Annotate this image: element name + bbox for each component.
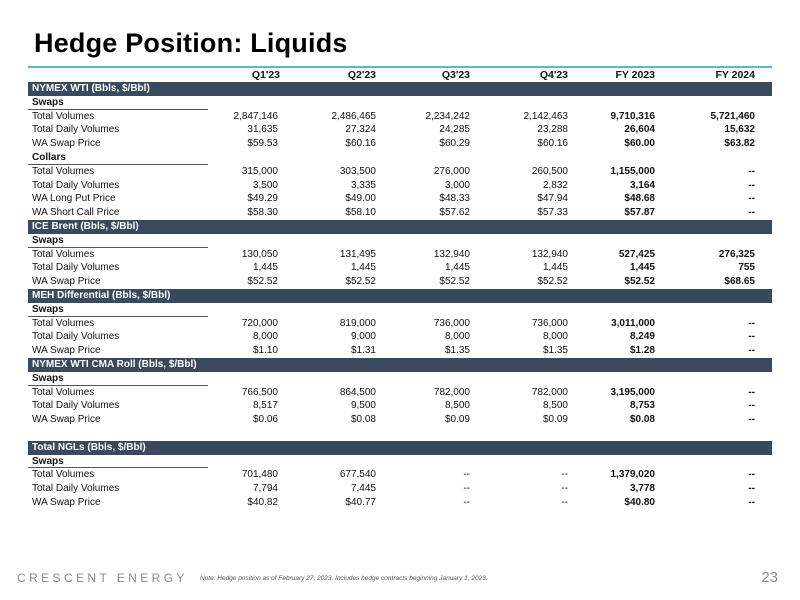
column-header: Q2'23 (347, 69, 376, 81)
table-cell: 1,445 (444, 262, 470, 274)
table-cell: 527,425 (618, 248, 655, 260)
column-header: FY 2024 (715, 69, 755, 81)
table-cell: $57.33 (537, 207, 568, 219)
table-cell: 276,000 (433, 165, 470, 177)
row-label: Total Volumes (32, 248, 95, 260)
table-cell: 8,000 (542, 331, 568, 343)
table-cell: $0.09 (542, 414, 568, 426)
row-label: WA Swap Price (32, 276, 101, 288)
table-cell: 303,500 (339, 165, 376, 177)
table-cell: 8,500 (542, 400, 568, 412)
table-cell: $49.00 (345, 193, 376, 205)
table-cell: $0.09 (444, 414, 470, 426)
table-cell: $40.80 (624, 496, 655, 508)
table-cell: 2,832 (542, 179, 568, 191)
table-row (28, 386, 772, 400)
subsection-title: Swaps (32, 96, 64, 108)
subsection-title: Collars (32, 151, 66, 163)
table-row (28, 482, 772, 496)
row-label: Total Daily Volumes (32, 179, 120, 191)
table-cell: 8,517 (252, 400, 278, 412)
row-label: Total Volumes (32, 317, 95, 329)
table-cell: 5,721,460 (710, 110, 755, 122)
column-header: Q4'23 (539, 69, 568, 81)
row-label: WA Short Call Price (32, 207, 120, 219)
subsection-row (28, 234, 772, 248)
table-cell: 2,847,146 (233, 110, 278, 122)
table-cell: 766,500 (241, 386, 278, 398)
table-cell: -- (561, 469, 568, 481)
subsection-title: Swaps (32, 234, 64, 246)
table-cell: 864,500 (339, 386, 376, 398)
section-title: ICE Brent (Bbls, $/Bbl) (32, 220, 139, 232)
section-header-row (28, 82, 772, 96)
table-row (28, 137, 772, 151)
table-cell: -- (748, 179, 755, 191)
table-cell: 3,778 (629, 483, 655, 495)
table-cell: 8,000 (252, 331, 278, 343)
subsection-title: Swaps (32, 372, 64, 384)
table-cell: $52.52 (624, 276, 655, 288)
table-cell: 23,288 (537, 124, 568, 136)
page-number: 23 (761, 569, 778, 586)
column-header: Q1'23 (251, 69, 280, 81)
row-label: Total Volumes (32, 110, 95, 122)
table-cell: $58.10 (345, 207, 376, 219)
table-cell: 7,794 (252, 483, 278, 495)
table-cell: $1.35 (444, 345, 470, 357)
table-cell: 9,000 (350, 331, 376, 343)
table-cell: $40.77 (345, 496, 376, 508)
table-cell: 720,000 (241, 317, 278, 329)
table-cell: -- (748, 496, 755, 508)
table-row (28, 468, 772, 482)
table-cell: 782,000 (531, 386, 568, 398)
table-cell: 736,000 (531, 317, 568, 329)
table-row (28, 179, 772, 193)
table-cell: 677,540 (339, 469, 376, 481)
table-cell: 132,940 (531, 248, 568, 260)
table-cell: $68.65 (724, 276, 755, 288)
table-cell: -- (748, 345, 755, 357)
table-cell: -- (748, 469, 755, 481)
section-header-row (28, 358, 772, 372)
table-cell: 8,000 (444, 331, 470, 343)
table-cell: -- (748, 483, 755, 495)
table-cell: $63.82 (724, 138, 755, 150)
table-cell: $58.30 (247, 207, 278, 219)
table-cell: $0.08 (350, 414, 376, 426)
table-row (28, 413, 772, 427)
table-header-row (28, 68, 772, 82)
subsection-row (28, 96, 772, 110)
table-cell: -- (748, 400, 755, 412)
table-cell: $1.28 (629, 345, 655, 357)
table-cell: 782,000 (433, 386, 470, 398)
table-cell: $52.52 (439, 276, 470, 288)
table-cell: 8,249 (629, 331, 655, 343)
table-cell: 1,445 (252, 262, 278, 274)
table-cell: 1,445 (350, 262, 376, 274)
table-cell: 2,486,465 (331, 110, 376, 122)
table-cell: 755 (738, 262, 755, 274)
row-label: Total Volumes (32, 469, 95, 481)
table-row (28, 165, 772, 179)
table-cell: 736,000 (433, 317, 470, 329)
row-label: Total Daily Volumes (32, 331, 120, 343)
table-cell: 132,940 (433, 248, 470, 260)
table-cell: 1,445 (629, 262, 655, 274)
section-title: MEH Differential (Bbls, $/Bbl) (32, 289, 171, 301)
row-label: WA Swap Price (32, 345, 101, 357)
subsection-row (28, 372, 772, 386)
table-body (28, 82, 772, 510)
section-header-row (28, 289, 772, 303)
row-label: Total Daily Volumes (32, 400, 120, 412)
table-cell: $0.06 (252, 414, 278, 426)
row-label: Total Daily Volumes (32, 262, 120, 274)
table-row (28, 206, 772, 220)
table-cell: -- (748, 331, 755, 343)
table-cell: $60.16 (345, 138, 376, 150)
table-cell: $47.94 (537, 193, 568, 205)
table-cell: $52.52 (247, 276, 278, 288)
row-label: Total Volumes (32, 386, 95, 398)
table-cell: 1,445 (542, 262, 568, 274)
table-cell: $1.10 (252, 345, 278, 357)
table-cell: 131,495 (339, 248, 376, 260)
table-cell: $48.33 (439, 193, 470, 205)
table-cell: -- (748, 386, 755, 398)
table-cell: 2,142,463 (523, 110, 568, 122)
table-row (28, 261, 772, 275)
table-cell: 276,325 (718, 248, 755, 260)
table-cell: -- (748, 165, 755, 177)
table-cell: 2,234,242 (425, 110, 470, 122)
table-cell: 27,324 (345, 124, 376, 136)
table-cell: 8,753 (629, 400, 655, 412)
table-cell: -- (748, 317, 755, 329)
table-cell: 260,500 (531, 165, 568, 177)
table-row (28, 496, 772, 510)
table-cell: 1,379,020 (610, 469, 655, 481)
column-header: FY 2023 (615, 69, 655, 81)
table-cell: 15,632 (724, 124, 755, 136)
section-title: NYMEX WTI CMA Roll (Bbls, $/Bbl) (32, 358, 197, 370)
table-cell: $59.53 (247, 138, 278, 150)
subsection-row (28, 455, 772, 469)
table-cell: 3,164 (629, 179, 655, 191)
table-cell: $49.29 (247, 193, 278, 205)
column-header: Q3'23 (441, 69, 470, 81)
table-cell: -- (561, 483, 568, 495)
hedge-table (28, 68, 772, 510)
table-cell: 31,635 (247, 124, 278, 136)
table-cell: -- (748, 414, 755, 426)
table-cell: 7,445 (350, 483, 376, 495)
table-cell: 3,500 (252, 179, 278, 191)
subsection-row (28, 303, 772, 317)
page-title: Hedge Position: Liquids (34, 28, 348, 58)
table-cell: 3,195,000 (610, 386, 655, 398)
table-cell: -- (463, 469, 470, 481)
row-label: Total Daily Volumes (32, 124, 120, 136)
section-header-row (28, 220, 772, 234)
table-cell: $48.68 (624, 193, 655, 205)
table-cell: 3,000 (444, 179, 470, 191)
table-cell: 819,000 (339, 317, 376, 329)
row-label: WA Swap Price (32, 414, 101, 426)
footnote: Note: Hedge position as of February 27, 2023. Includes hedge contracts beginning January 1, 2023. (200, 575, 488, 582)
table-cell: $57.87 (624, 207, 655, 219)
row-label: Total Volumes (32, 165, 95, 177)
subsection-title: Swaps (32, 303, 64, 315)
row-label: WA Swap Price (32, 138, 101, 150)
section-title: NYMEX WTI (Bbls, $/Bbl) (32, 83, 150, 94)
section-header-row (28, 441, 772, 455)
table-cell: 3,011,000 (611, 317, 655, 329)
table-cell: -- (561, 496, 568, 508)
table-cell: 26,604 (624, 124, 655, 136)
table-cell: 315,000 (241, 165, 278, 177)
table-cell: -- (748, 193, 755, 205)
table-cell: -- (463, 483, 470, 495)
table-cell: $57.62 (439, 207, 470, 219)
row-label: Total Daily Volumes (32, 483, 120, 495)
row-label: WA Swap Price (32, 496, 101, 508)
subsection-title: Swaps (32, 455, 64, 467)
section-title: Total NGLs (Bbls, $/Bbl) (32, 441, 146, 453)
table-cell: $52.52 (345, 276, 376, 288)
subsection-row (28, 151, 772, 165)
table-cell: $60.29 (439, 138, 470, 150)
table-row (28, 110, 772, 124)
table-cell: 130,050 (241, 248, 278, 260)
row-label: WA Long Put Price (32, 193, 116, 205)
table-row (28, 344, 772, 358)
table-cell: $40.82 (247, 496, 278, 508)
table-row (28, 330, 772, 344)
company-logo-text: CRESCENT ENERGY (17, 571, 188, 585)
table-cell: $1.35 (542, 345, 568, 357)
table-row (28, 317, 772, 331)
row-spacer (28, 427, 772, 441)
table-row (28, 248, 772, 262)
table-cell: $60.16 (537, 138, 568, 150)
table-cell: 701,480 (241, 469, 278, 481)
table-cell: $1.31 (350, 345, 376, 357)
table-cell: 9,500 (350, 400, 376, 412)
table-row (28, 275, 772, 289)
table-cell: 8,500 (444, 400, 470, 412)
table-cell: 1,155,000 (610, 165, 655, 177)
table-cell: -- (463, 496, 470, 508)
table-cell: $0.08 (629, 414, 655, 426)
table-cell: 9,710,316 (610, 110, 655, 122)
table-row (28, 192, 772, 206)
table-cell: $52.52 (537, 276, 568, 288)
table-row (28, 399, 772, 413)
table-cell: 24,285 (439, 124, 470, 136)
table-cell: -- (748, 207, 755, 219)
table-cell: $60.00 (624, 138, 655, 150)
table-cell: 3,335 (350, 179, 376, 191)
table-row (28, 123, 772, 137)
